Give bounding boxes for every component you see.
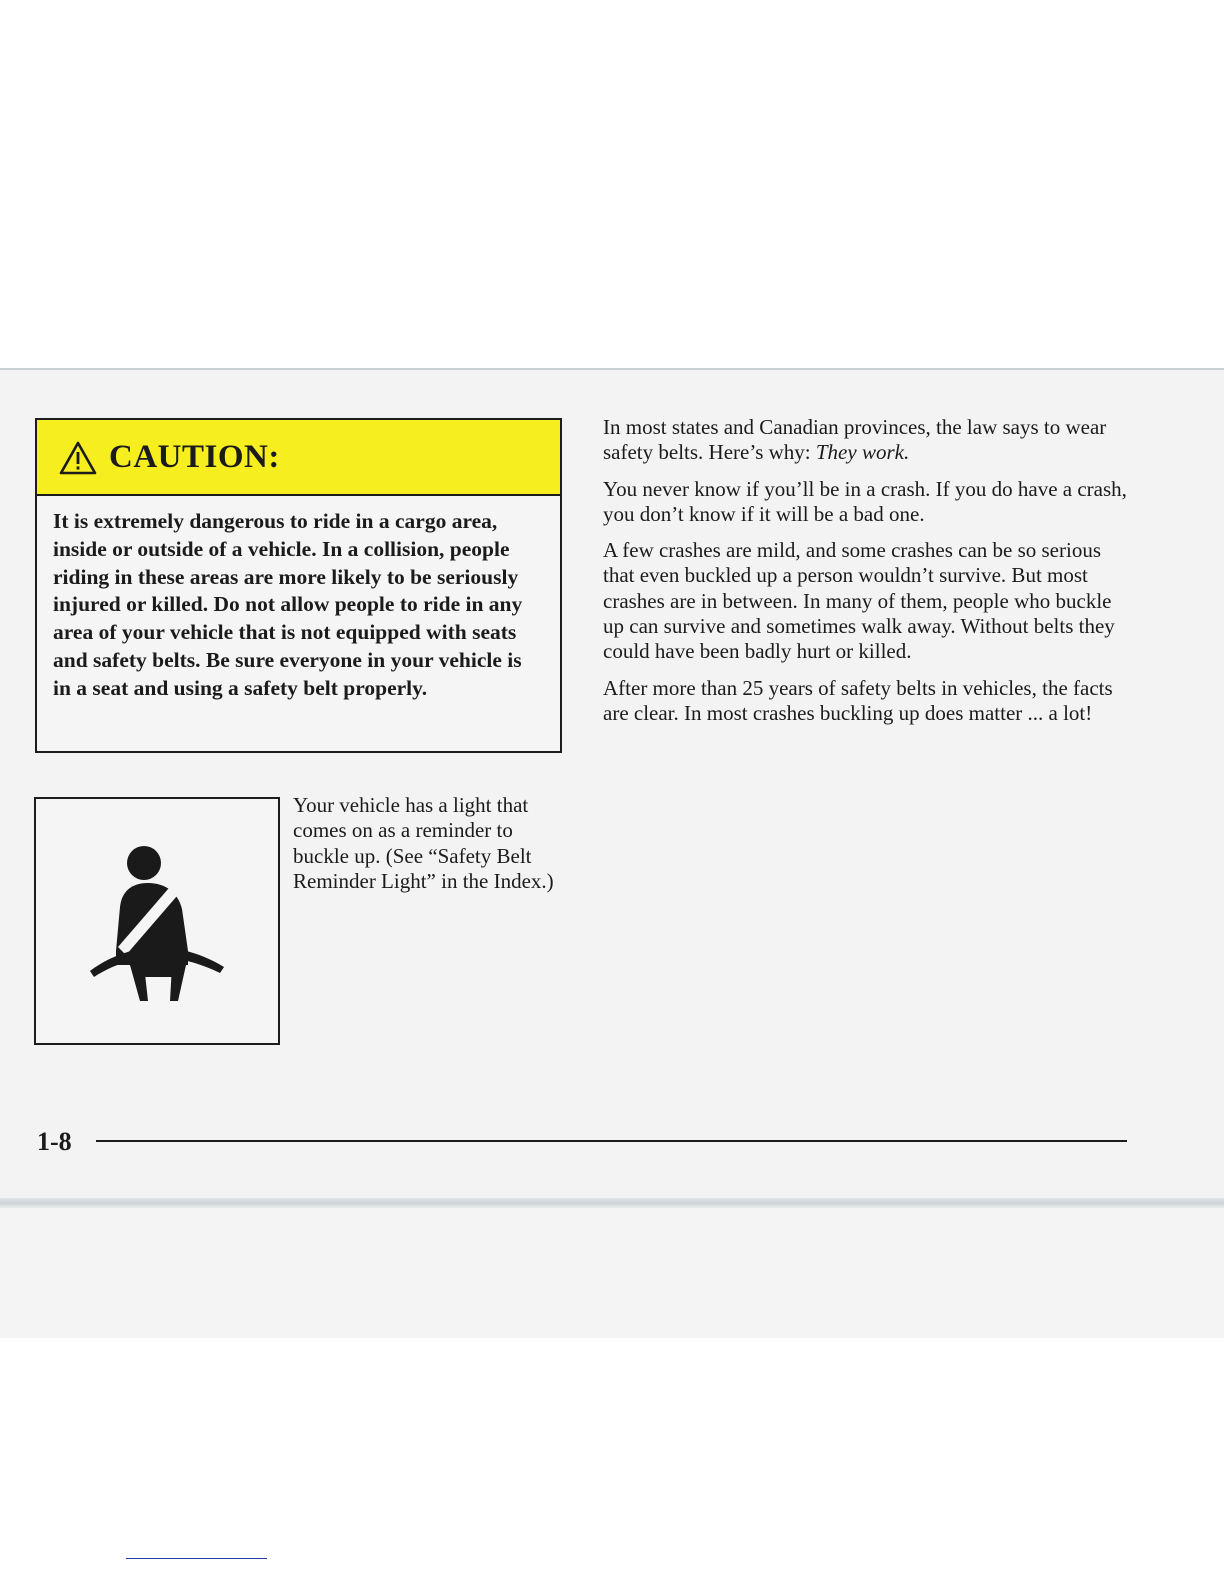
page-bottom-edge <box>0 1198 1224 1208</box>
reminder-text: Your vehicle has a light that comes on as a reminder to buckle up. (See “Safety Belt Reminder Light” in the Index.) <box>293 793 554 893</box>
paragraph-law-emphasis: They work. <box>815 440 910 465</box>
paragraph-crash: You never know if you’ll be in a crash. If you do have a crash, you don’t know if it will be a bad one. <box>603 476 1127 526</box>
warning-triangle-icon <box>59 441 97 475</box>
seat-belt-icon <box>86 843 228 1007</box>
page-number: 1-8 <box>37 1127 72 1156</box>
paragraph-facts: After more than 25 years of safety belts in vehicles, the facts are clear. In most crashes buckling up does matter ... a lot! <box>603 675 1113 725</box>
caution-title: CAUTION: <box>109 438 280 475</box>
paragraph-severity: A few crashes are mild, and some crashes can be so serious that even buckled up a person wouldn’t survive. But most crashes are in between. In many of them, people who buckle up can survive and sometimes walk away. Without belts they could have been badly hurt or killed. <box>603 538 1115 664</box>
right-column <box>603 415 1128 737</box>
caution-body: It is extremely dangerous to ride in a cargo area, inside or outside of a vehicle. In a collision, people riding in these areas are more likely to be seriously injured or killed. Do not allow people to ride in any area of your vehicle that is not equipped with seats and safety belts. Be sure everyone in your vehicle is in a seat and using a safety belt properly. <box>53 509 523 700</box>
paragraph-law-text: In most states and Canadian provinces, the law says to wear safety belts. Here’s why: <box>603 415 1107 465</box>
page-lower-margin <box>0 1208 1224 1338</box>
seat-belt-icon-box <box>34 797 280 1045</box>
paragraph-law <box>603 415 1128 466</box>
bottom-underline <box>126 1558 267 1559</box>
caution-header <box>37 420 560 496</box>
footer-rule <box>96 1140 1127 1142</box>
caution-box <box>35 418 562 753</box>
